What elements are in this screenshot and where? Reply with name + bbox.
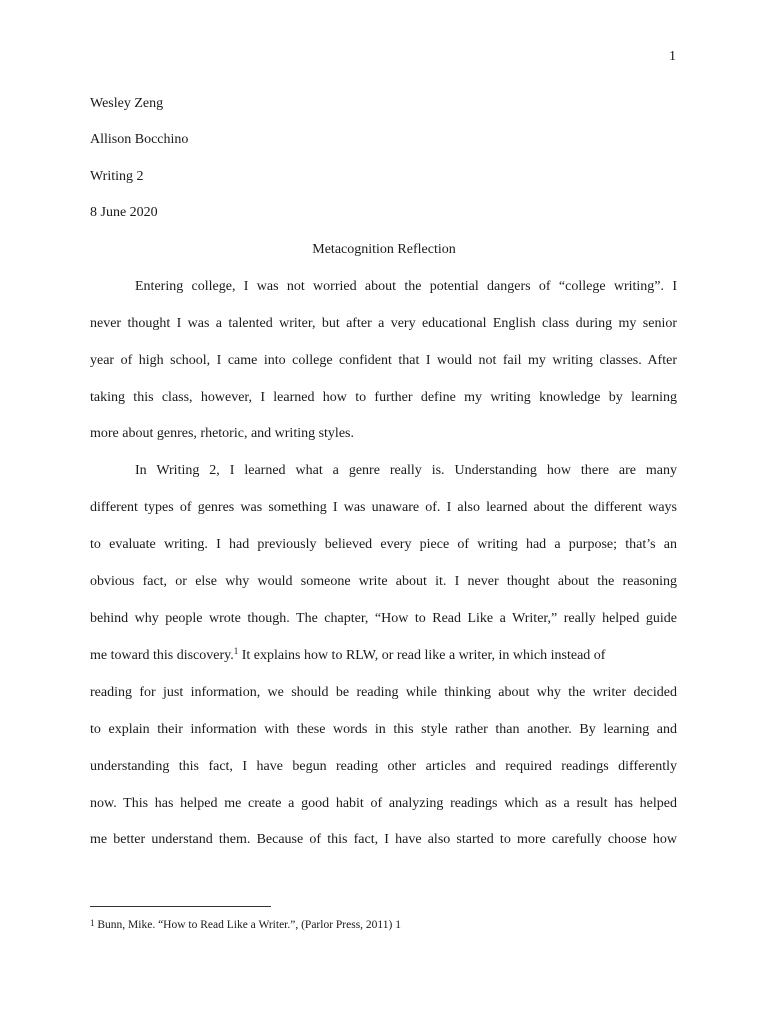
- body-line-end: It explains how to RLW, or read like a writer, in which instead of: [238, 648, 606, 663]
- body-line: taking this class, however, I learned how to further define my writing knowledge by learning: [90, 390, 677, 405]
- body-line: obvious fact, or else why would someone write about it. I never thought about the reasoning: [90, 574, 677, 589]
- body-line: In Writing 2, I learned what a genre really is. Understanding how there are many: [135, 463, 677, 478]
- footnote: [90, 915, 401, 933]
- body-line: never thought I was a talented writer, but after a very educational English class during my senior: [90, 316, 677, 331]
- footnote-divider: [90, 906, 271, 907]
- essay-title: Metacognition Reflection: [312, 242, 456, 257]
- student-name: Wesley Zeng: [90, 96, 164, 111]
- body-line: to evaluate writing. I had previously believed every piece of writing had a purpose; that’s an: [90, 537, 677, 552]
- body-line: understanding this fact, I have begun reading other articles and required readings differently: [90, 759, 677, 774]
- body-line: behind why people wrote though. The chapter, “How to Read Like a Writer,” really helped guide: [90, 611, 677, 626]
- body-line: more about genres, rhetoric, and writing styles.: [90, 426, 354, 441]
- instructor-name: Allison Bocchino: [90, 132, 189, 147]
- body-line: [90, 646, 677, 666]
- body-line: me better understand them. Because of this fact, I have also started to more carefully choose how: [90, 832, 677, 847]
- date: 8 June 2020: [90, 205, 158, 220]
- body-line-start: me toward this discovery.: [90, 648, 234, 663]
- page-number: 1: [669, 49, 676, 64]
- body-line: Entering college, I was not worried about the potential dangers of “college writing”. I: [135, 279, 677, 294]
- body-line: now. This has helped me create a good habit of analyzing readings which as a result has helped: [90, 796, 677, 811]
- footnote-mark: 1: [90, 918, 95, 928]
- body-line: to explain their information with these words in this style rather than another. By learning and: [90, 722, 677, 737]
- footnote-text: Bunn, Mike. “How to Read Like a Writer.”, (Parlor Press, 2011) 1: [94, 919, 401, 931]
- footnote-reference[interactable]: 1: [233, 646, 239, 656]
- body-line: year of high school, I came into college confident that I would not fail my writing classes. After: [90, 353, 677, 368]
- body-line: different types of genres was something I was unaware of. I also learned about the different ways: [90, 500, 677, 515]
- body-line: reading for just information, we should be reading while thinking about why the writer decided: [90, 685, 677, 700]
- course-name: Writing 2: [90, 169, 144, 184]
